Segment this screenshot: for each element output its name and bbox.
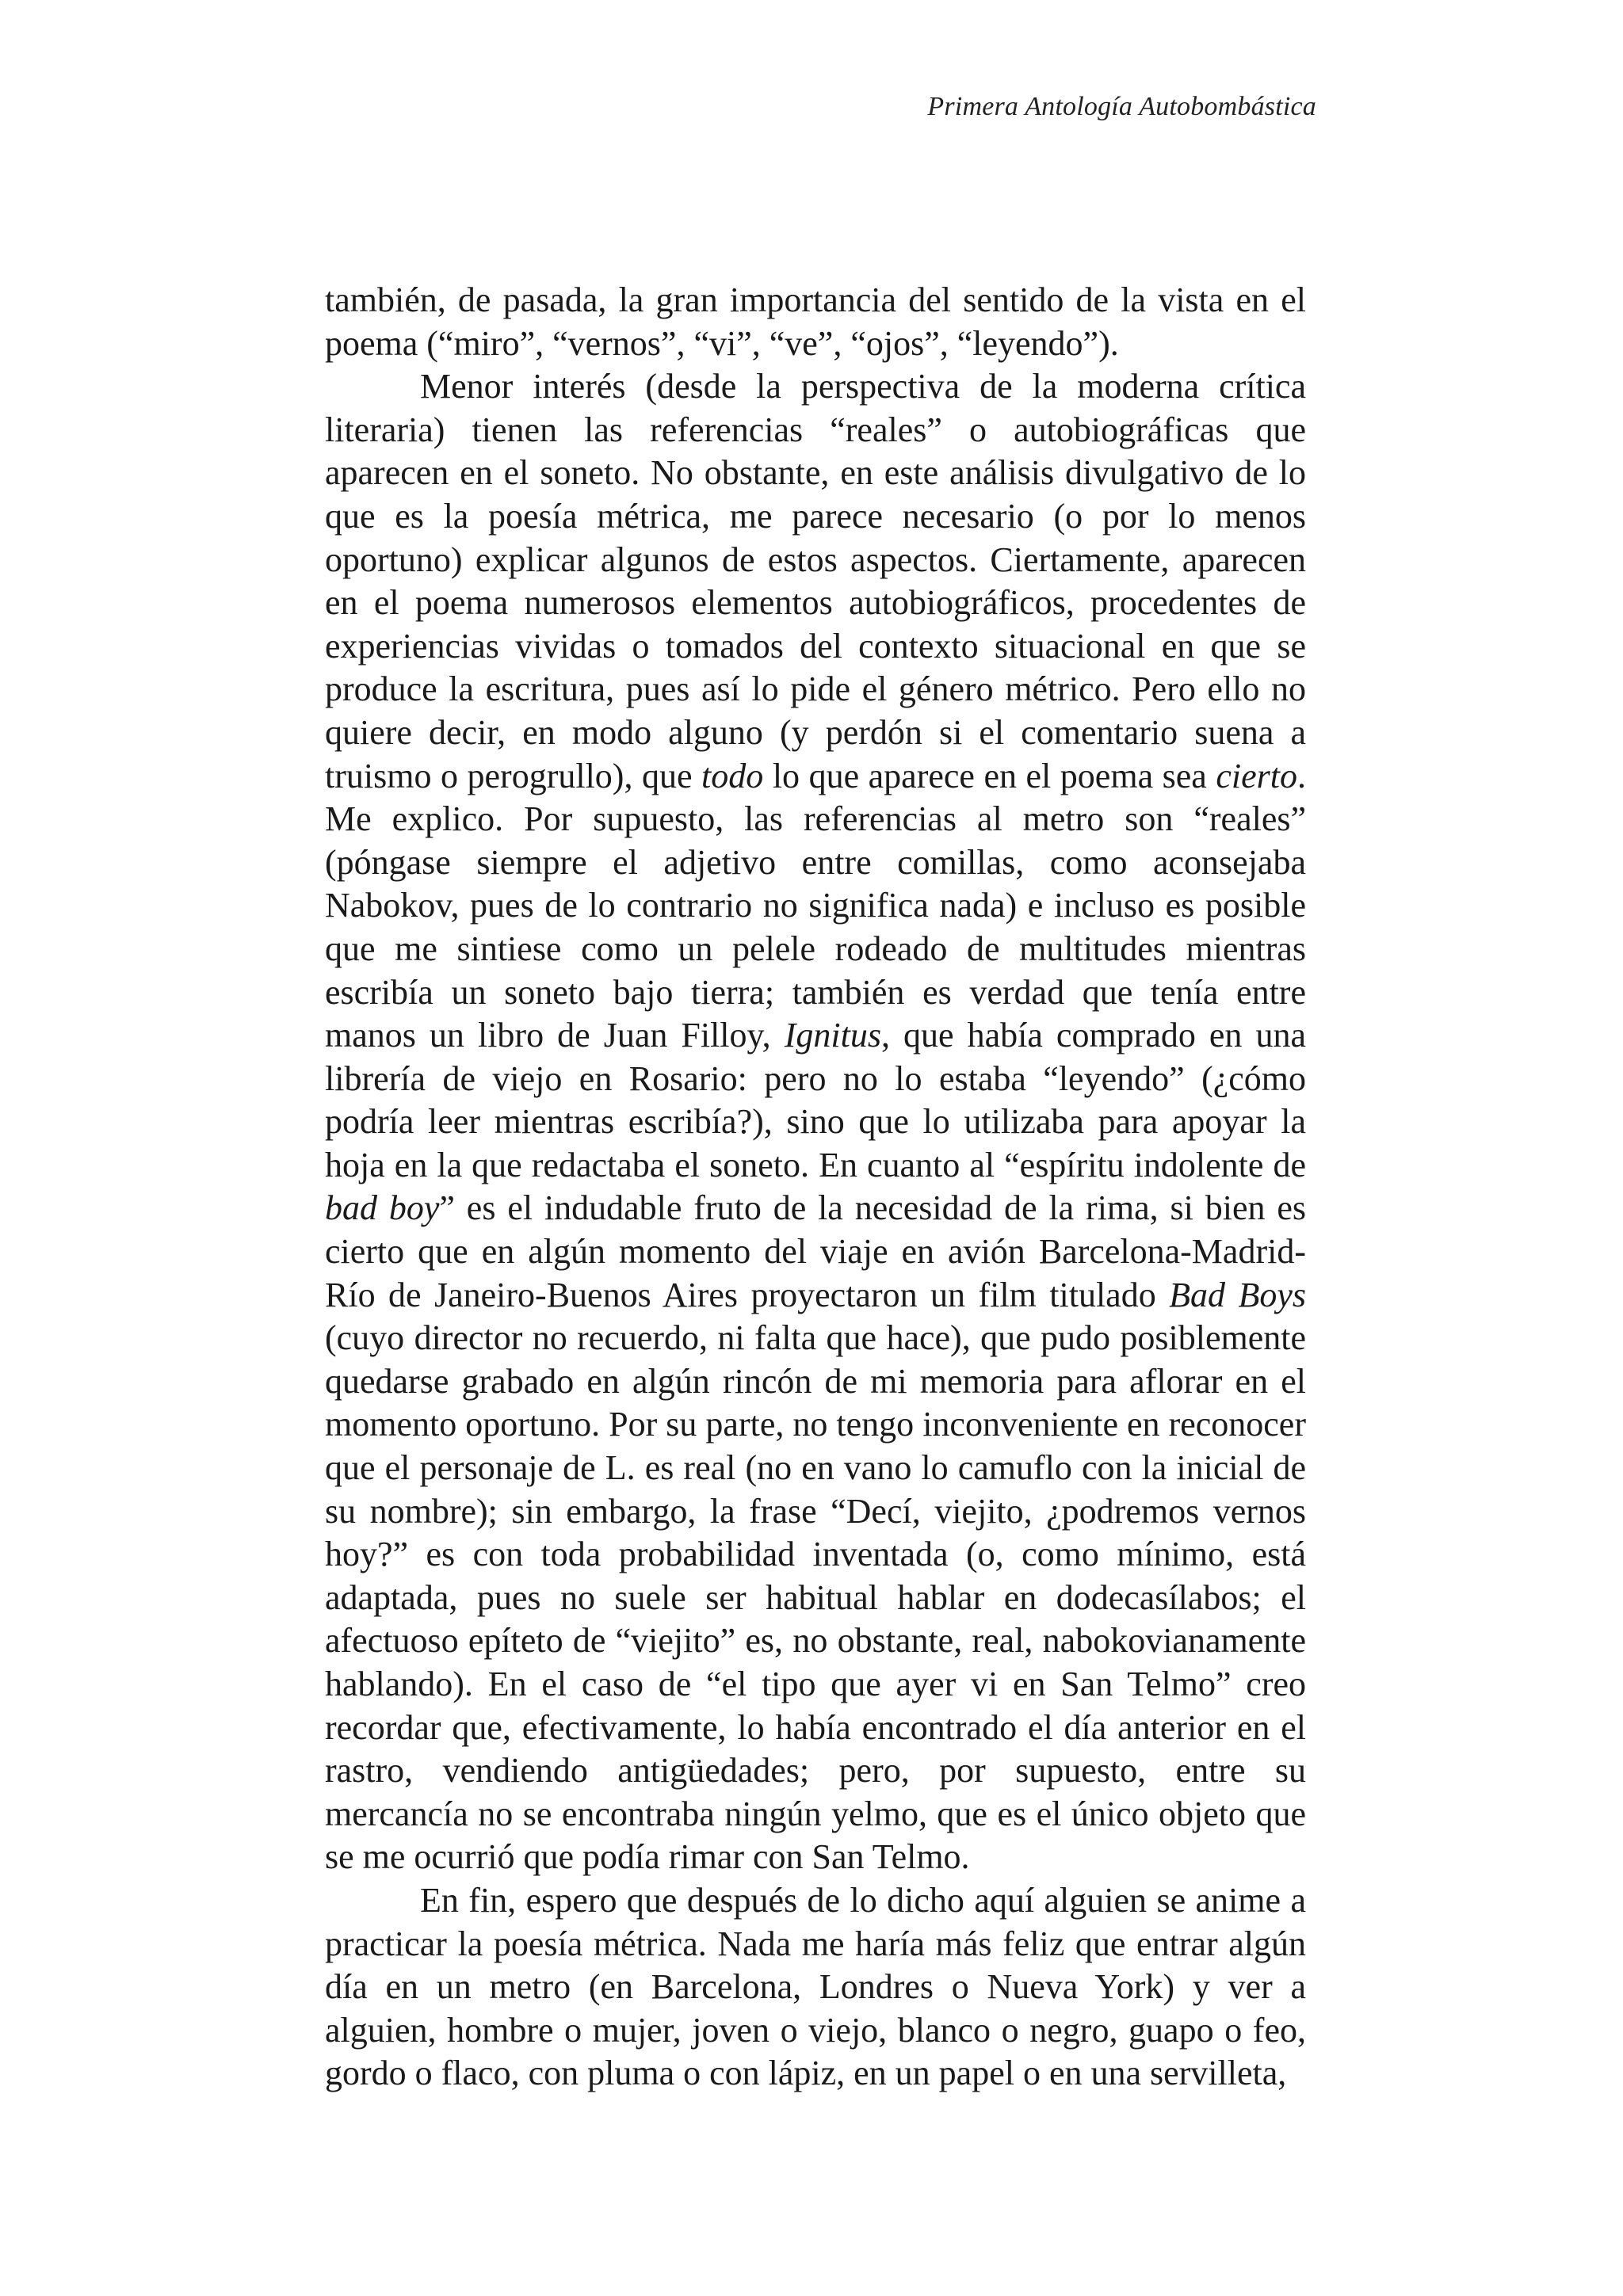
text-run: lo que aparece en el poema sea	[763, 756, 1216, 795]
paragraph	[325, 1879, 1306, 2096]
paragraph	[325, 365, 1306, 1879]
text-run: también, de pasada, la gran importancia del sentido de la vista en el poema (“miro”, “vernos”, “vi”, “ve”, “ojos”, “leyendo”).	[325, 280, 1306, 363]
text-run: ” es el indudable fruto de la necesidad de la rima, si bien es cierto que en algún momento del viaje en avión Barcelona-Madrid-Río de Janeiro-Buenos Aires proyectaron un film titulado	[325, 1188, 1307, 1314]
italic-term: bad boy	[325, 1188, 440, 1228]
text-run: (cuyo director no recuerdo, ni falta que hace), que pudo posiblemente quedarse grabado en algún rincón de mi memoria para aflorar en el momento oportuno. Por su parte, no tengo inconveniente en reconocer que el personaje de L. es real (no en vano lo camuflo con la inicial de su nombre); sin embargo, la frase “Decí, viejito, ¿podremos vernos hoy?” es con toda probabilidad inventada (o, como mínimo, está adaptada, pues no suele ser habitual hablar en dodecasílabos; el afectuoso epíteto de “viejito” es, no obstante, real, nabokovianamente hablando). En el caso de “el tipo que ayer vi en San Telmo” creo recordar que, efectivamente, lo había encontrado el día anterior en el rastro, vendiendo antigüedades; pero, por supuesto, entre su mercancía no se encontraba ningún yelmo, que es el único objeto que se me ocurrió que podía rimar con San Telmo.	[325, 1318, 1306, 1877]
italic-term: Ignitus	[784, 1016, 881, 1055]
body-text	[325, 279, 1306, 2096]
text-run: Menor interés (desde la perspectiva de la moderna crítica literaria) tienen las referencias “reales” o autobiográficas que aparecen en el soneto. No obstante, en este análisis divulgativo de lo que es la poesía métrica, me parece necesario (o por lo menos oportuno) explicar algunos de estos aspectos. Ciertamente, aparecen en el poema numerosos elementos autobiográficos, procedentes de experiencias vividas o tomados del contexto situacional en que se produce la escritura, pues así lo pide el género métrico. Pero ello no quiere decir, en modo alguno (y perdón si el comentario suena a truismo o perogrullo), que	[325, 367, 1306, 795]
italic-term: cierto	[1216, 756, 1297, 795]
paragraph-continued	[325, 279, 1306, 365]
text-run: En fin, espero que después de lo dicho aquí alguien se anime a practicar la poesía métrica. Nada me haría más feliz que entrar algún día en un metro (en Barcelona, Londres o Nueva York) y ver a alguien, hombre o mujer, joven o viejo, blanco o negro, guapo o feo, gordo o flaco, con pluma o con lápiz, en un papel o en una servilleta,	[325, 1880, 1306, 2093]
italic-term: Bad Boys	[1169, 1275, 1307, 1314]
text-run: . Me explico. Por supuesto, las referencias al metro son “reales” (póngase siempre el adjetivo entre comillas, como aconsejaba Nabokov, pues de lo contrario no significa nada) e incluso es posible que me sintiese como un pelele rodeado de multitudes mientras escribía un soneto bajo tierra; también es verdad que tenía entre manos un libro de Juan Filloy,	[325, 756, 1306, 1055]
italic-term: todo	[701, 756, 764, 795]
running-header: Primera Antología Autobombástica	[927, 92, 1316, 121]
text-run: , que había comprado en una librería de viejo en Rosario: pero no lo estaba “leyendo” (¿cómo podría leer mientras escribía?), sino que lo utilizaba para apoyar la hoja en la que redactaba el soneto. En cuanto al “espíritu indolente de	[325, 1016, 1307, 1184]
